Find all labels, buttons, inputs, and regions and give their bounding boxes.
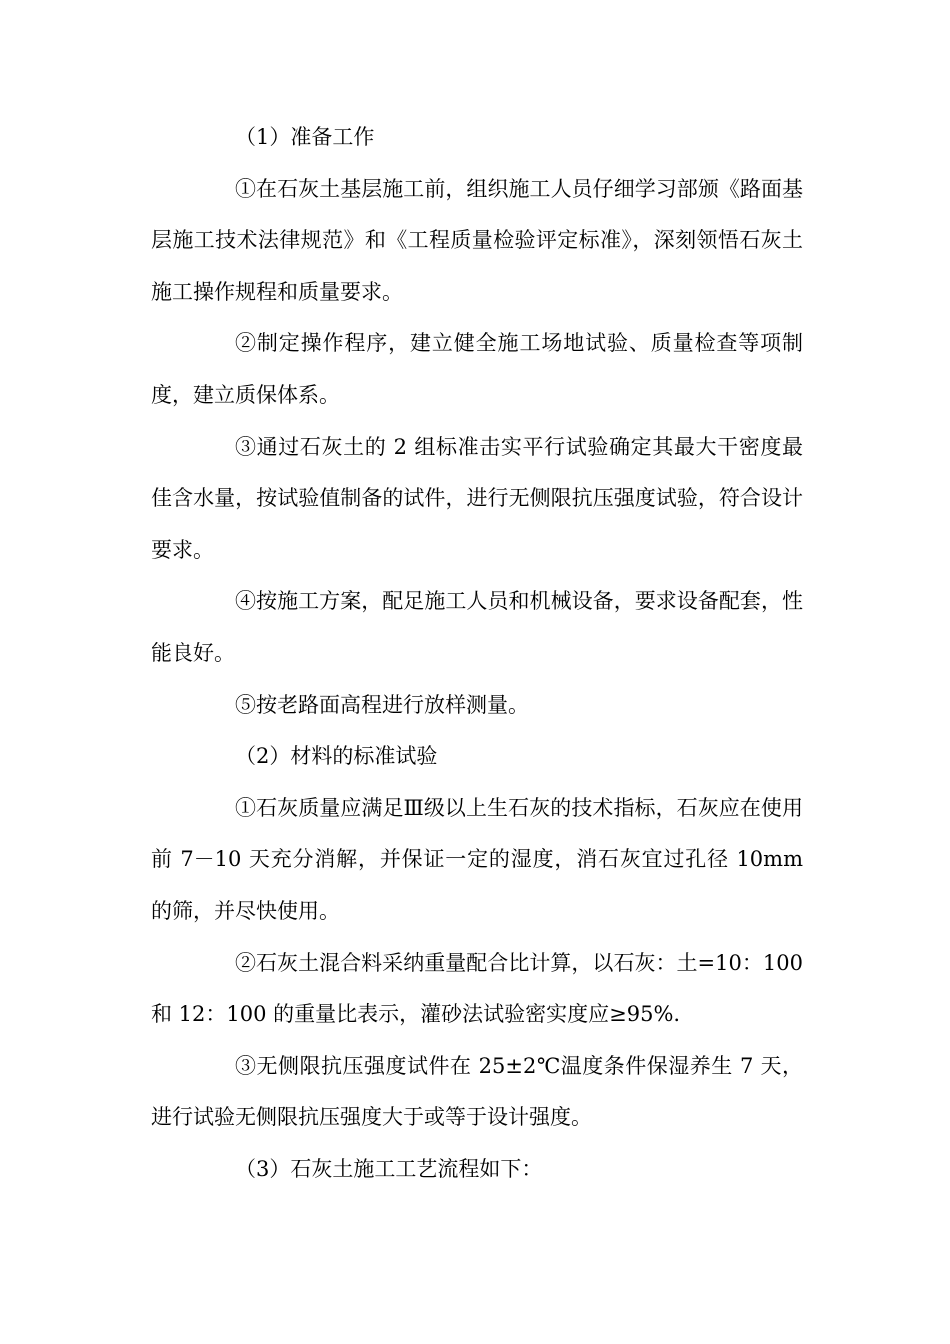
document-body <box>151 112 803 1195</box>
paragraph-operating-procedure: ②制定操作程序，建立健全施工场地试验、质量检查等项制度，建立质保体系。 <box>151 331 803 407</box>
paragraph-lime-quality: ①石灰质量应满足Ⅲ级以上生石灰的技术指标，石灰应在使用前 7－10 天充分消解，并保证一定的湿度，消石灰宜过孔径 10mm 的筛，并尽快使用。 <box>151 795 803 923</box>
paragraph-mix-ratio: ②石灰土混合料采纳重量配合比计算，以石灰：土=10：100 和 12：100 的重量比表示，灌砂法试验密实度应≥95%. <box>151 950 803 1027</box>
paragraph-survey: ⑤按老路面高程进行放样测量。 <box>235 692 529 717</box>
section-heading-process-flow: （3）石灰土施工工艺流程如下： <box>235 1156 543 1181</box>
section-heading-material-tests: （2）材料的标准试验 <box>235 744 438 769</box>
paragraph-equipment: ④按施工方案，配足施工人员和机械设备，要求设备配套，性能良好。 <box>151 589 803 665</box>
paragraph-study-standards: ①在石灰土基层施工前，组织施工人员仔细学习部颁《路面基层施工技术法律规范》和《工程质量检验评定标准》，深刻领悟石灰土施工操作规程和质量要求。 <box>151 176 803 304</box>
paragraph-strength-specimen: ③无侧限抗压强度试件在 25±2℃温度条件保湿养生 7 天，进行试验无侧限抗压强度大于或等于设计强度。 <box>151 1053 803 1130</box>
section-heading-preparation: （1）准备工作 <box>235 125 375 149</box>
paragraph-compaction-test: ③通过石灰土的 2 组标准击实平行试验确定其最大干密度最佳含水量，按试验值制备的试件，进行无侧限抗压强度试验，符合设计要求。 <box>151 434 803 562</box>
